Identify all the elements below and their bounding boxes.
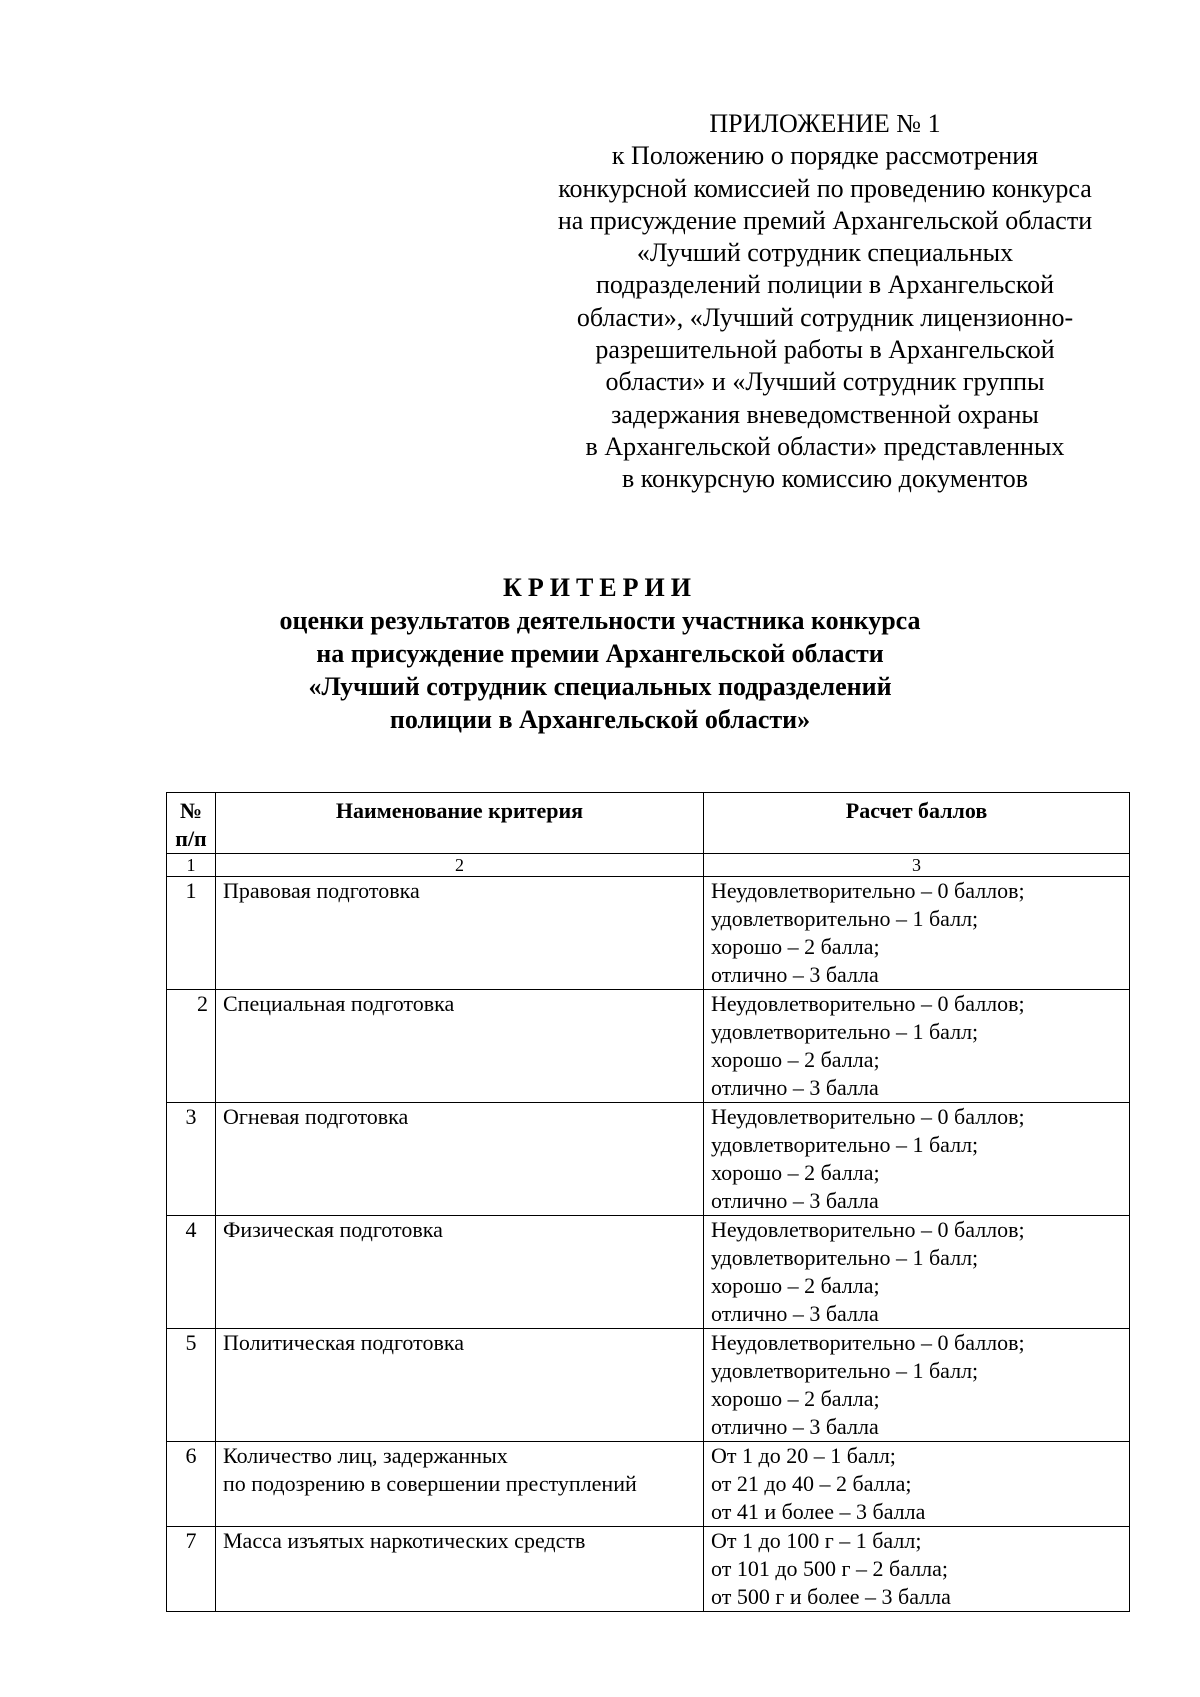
header-criterion: Наименование критерия (216, 793, 704, 854)
score-line: отлично – 3 балла (711, 1301, 879, 1326)
row-score (704, 1329, 1130, 1442)
title-line: оценки результатов деятельности участника конкурса (279, 606, 921, 635)
table-row (167, 990, 1130, 1103)
appendix-line: в Архангельской области» представленных (585, 431, 1065, 461)
table-row (167, 877, 1130, 990)
score-line: хорошо – 2 балла; (711, 1160, 880, 1185)
row-criterion (216, 1216, 704, 1329)
row-num: 3 (167, 1103, 216, 1216)
row-num: 1 (167, 877, 216, 990)
column-number-row (167, 854, 1130, 877)
column-number: 2 (216, 854, 704, 877)
score-line: удовлетворительно – 1 балл; (711, 1358, 979, 1383)
row-num: 6 (167, 1442, 216, 1527)
criteria-table (166, 792, 1130, 1612)
row-score (704, 1442, 1130, 1527)
criterion-line: Физическая подготовка (223, 1217, 443, 1242)
table-row (167, 1216, 1130, 1329)
score-line: отлично – 3 балла (711, 962, 879, 987)
row-num: 4 (167, 1216, 216, 1329)
score-line: Неудовлетворительно – 0 баллов; (711, 878, 1025, 903)
score-line: Неудовлетворительно – 0 баллов; (711, 991, 1025, 1016)
criterion-line: Огневая подготовка (223, 1104, 409, 1129)
header-num (167, 793, 216, 854)
score-line: удовлетворительно – 1 балл; (711, 906, 979, 931)
row-score (704, 990, 1130, 1103)
column-number: 3 (704, 854, 1130, 877)
title-line: «Лучший сотрудник специальных подразделений (308, 672, 892, 701)
row-score (704, 877, 1130, 990)
row-score (704, 1216, 1130, 1329)
appendix-line: к Положению о порядке рассмотрения (611, 141, 1039, 171)
appendix-line: в конкурсную комиссию документов (621, 464, 1029, 494)
score-line: от 500 г и более – 3 балла (711, 1584, 951, 1609)
appendix-line: области», «Лучший сотрудник лицензионно- (576, 302, 1074, 332)
row-criterion (216, 1329, 704, 1442)
table-header-row (167, 793, 1130, 854)
score-line: удовлетворительно – 1 балл; (711, 1245, 979, 1270)
score-line: удовлетворительно – 1 балл; (711, 1019, 979, 1044)
header-num-line2: п/п (175, 826, 207, 851)
appendix-line: «Лучший сотрудник специальных (636, 238, 1014, 268)
score-line: отлично – 3 балла (711, 1075, 879, 1100)
score-line: удовлетворительно – 1 балл; (711, 1132, 979, 1157)
criterion-line: Правовая подготовка (223, 878, 420, 903)
row-criterion (216, 1442, 704, 1527)
score-line: отлично – 3 балла (711, 1414, 879, 1439)
score-line: от 101 до 500 г – 2 балла; (711, 1556, 949, 1581)
row-num: 7 (167, 1527, 216, 1612)
appendix-line: ПРИЛОЖЕНИЕ № 1 (709, 109, 941, 138)
score-line: От 1 до 100 г – 1 балл; (711, 1528, 922, 1553)
row-num: 2 (167, 990, 216, 1103)
document-title (150, 571, 1050, 736)
score-line: Неудовлетворительно – 0 баллов; (711, 1104, 1025, 1129)
row-criterion (216, 1103, 704, 1216)
column-number: 1 (167, 854, 216, 877)
score-line: хорошо – 2 балла; (711, 1386, 880, 1411)
title-line: полиции в Архангельской области» (389, 705, 811, 734)
score-line: отлично – 3 балла (711, 1188, 879, 1213)
appendix-line: разрешительной работы в Архангельской (595, 335, 1055, 365)
header-score: Расчет баллов (704, 793, 1130, 854)
appendix-line: на присуждение премий Архангельской области (557, 205, 1093, 235)
row-criterion (216, 877, 704, 990)
criterion-line: Политическая подготовка (223, 1330, 464, 1355)
appendix-line: конкурсной комиссией по проведению конкурса (558, 173, 1092, 203)
row-score (704, 1527, 1130, 1612)
table-row (167, 1329, 1130, 1442)
criterion-line: Специальная подготовка (223, 991, 455, 1016)
score-line: От 1 до 20 – 1 балл; (711, 1443, 896, 1468)
table-row (167, 1103, 1130, 1216)
row-criterion (216, 1527, 704, 1612)
table-row (167, 1527, 1130, 1612)
table-row (167, 1442, 1130, 1527)
row-score (704, 1103, 1130, 1216)
row-num: 5 (167, 1329, 216, 1442)
appendix-line: области» и «Лучший сотрудник группы (605, 367, 1045, 397)
score-line: от 21 до 40 – 2 балла; (711, 1471, 912, 1496)
row-criterion (216, 990, 704, 1103)
score-line: Неудовлетворительно – 0 баллов; (711, 1217, 1025, 1242)
header-num-line1: № (179, 798, 203, 823)
score-line: хорошо – 2 балла; (711, 1273, 880, 1298)
title-line: на присуждение премии Архангельской области (316, 639, 884, 668)
score-line: Неудовлетворительно – 0 баллов; (711, 1330, 1025, 1355)
score-line: от 41 и более – 3 балла (711, 1499, 926, 1524)
appendix-line: задержания вневедомственной охраны (611, 399, 1039, 429)
criterion-line: по подозрению в совершении преступлений (223, 1471, 637, 1496)
criterion-line: Количество лиц, задержанных (223, 1443, 508, 1468)
score-line: хорошо – 2 балла; (711, 1047, 880, 1072)
appendix-line: подразделений полиции в Архангельской (595, 270, 1055, 300)
appendix-block (525, 108, 1125, 496)
criterion-line: Масса изъятых наркотических средств (223, 1528, 586, 1553)
title-heading: КРИТЕРИИ (503, 573, 697, 602)
score-line: хорошо – 2 балла; (711, 934, 880, 959)
